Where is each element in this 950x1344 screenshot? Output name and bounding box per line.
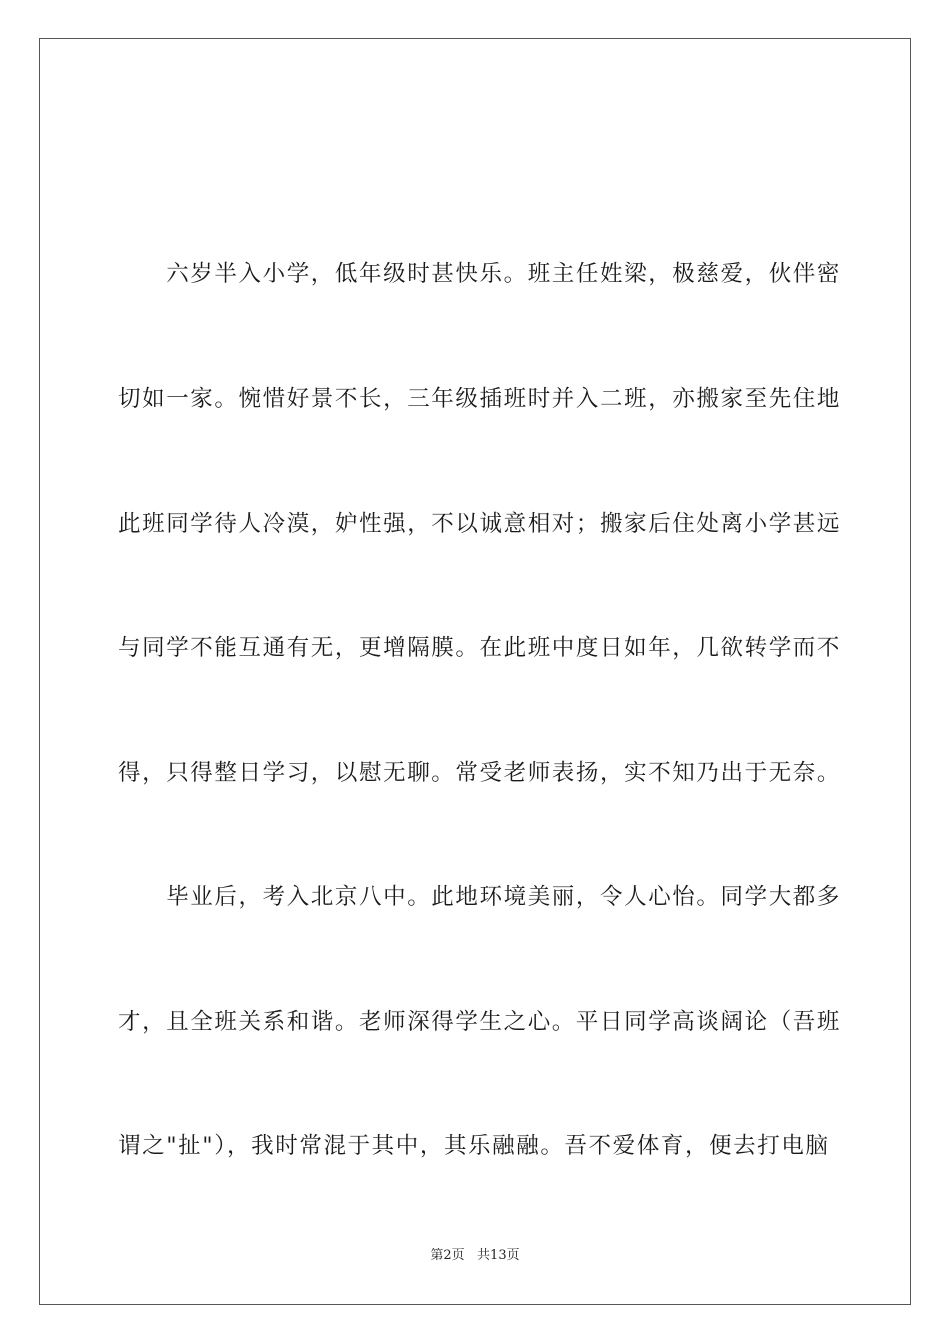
paragraph-line: 谓之"扯"），我时常混于其中，其乐融融。吾不爱体育，便去打电脑 <box>118 1133 830 1159</box>
paragraph-line: 与同学不能互通有无，更增隔膜。在此班中度日如年，几欲转学而不 <box>118 635 842 661</box>
page-number-footer: 第2页 共13页 <box>430 1248 520 1263</box>
paragraph-line: 六岁半入小学，低年级时甚快乐。班主任姓梁，极慈爱，伙伴密 <box>118 261 842 287</box>
paragraph-line: 切如一家。惋惜好景不长，三年级插班时并入二班，亦搬家至先住地 <box>118 386 842 412</box>
paragraph-line: 此班同学待人冷漠，妒性强，不以诚意相对；搬家后住处离小学甚远 <box>118 511 842 537</box>
page-border <box>39 38 911 1305</box>
paragraph-line: 得，只得整日学习，以慰无聊。常受老师表扬，实不知乃出于无奈。 <box>118 760 842 786</box>
paragraph-line: 才，且全班关系和谐。老师深得学生之心。平日同学高谈阔论（吾班 <box>118 1009 842 1035</box>
paragraph-line: 毕业后，考入北京八中。此地环境美丽，令人心怡。同学大都多 <box>118 884 842 910</box>
